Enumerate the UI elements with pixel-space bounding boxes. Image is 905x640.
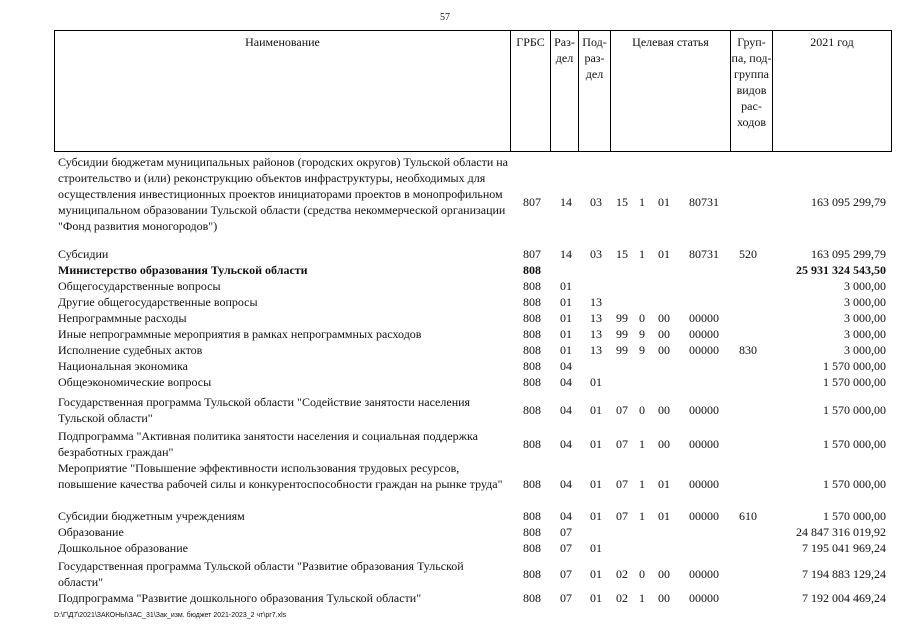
header-name: Наименование (55, 31, 511, 151)
row-grbs: 808 (523, 477, 541, 491)
row-target-direction: 80731 (689, 247, 719, 261)
row-razdel: 04 (560, 509, 572, 523)
row-target-event: 00 (658, 403, 670, 417)
row-target-direction: 00000 (689, 509, 719, 523)
row-target-direction: 80731 (689, 195, 719, 209)
row-name: Национальная экономика (58, 359, 188, 373)
row-razdel: 07 (560, 525, 572, 539)
row-name: Исполнение судебных актов (58, 343, 203, 357)
row-podrazdel: 01 (590, 541, 602, 555)
row-grbs: 808 (523, 263, 541, 277)
row-grbs: 808 (523, 295, 541, 309)
row-name: Государственная программа Тульской области "Развитие образования Тульской области" (58, 559, 464, 589)
row-name: Субсидии бюджетным учреждениям (58, 509, 245, 523)
row-grbs: 808 (523, 567, 541, 581)
row-name: Субсидии бюджетам муниципальных районов (городских округов) Тульской области на строительство и (или) реконструкцию объектов инфраструктуры, необходимых для осуществления инвестиционных проектов инициаторами проектов в монопрофильном муниципальном образовании Тульской области (средства некоммерческой организации "Фонд развития моногородов") (58, 155, 509, 233)
row-target-direction: 00000 (689, 327, 719, 341)
row-target-program: 07 (616, 437, 628, 451)
table-row (54, 428, 892, 460)
row-amount-2021: 3 000,00 (844, 343, 886, 357)
row-target-event: 00 (658, 327, 670, 341)
row-name: Министерство образования Тульской области (58, 263, 308, 277)
row-razdel: 14 (560, 247, 572, 261)
header-grbs: ГРБС (511, 31, 551, 151)
row-target-subprogram: 1 (639, 509, 645, 523)
row-amount-2021: 1 570 000,00 (823, 403, 886, 417)
header-expense-group: Груп- па, под- группа видов рас- ходов (731, 31, 773, 151)
row-target-event: 01 (658, 509, 670, 523)
table-row (54, 246, 892, 262)
row-expense-group: 520 (739, 247, 757, 261)
row-grbs: 808 (523, 375, 541, 389)
row-name: Мероприятие "Повышение эффективности использования трудовых ресурсов, повышение качества рабочей силы и конкурентоспособности граждан на рынке труда" (58, 461, 503, 491)
row-grbs: 808 (523, 359, 541, 373)
row-razdel: 01 (560, 327, 572, 341)
row-razdel: 01 (560, 311, 572, 325)
row-target-program: 15 (616, 247, 628, 261)
row-podrazdel: 01 (590, 509, 602, 523)
row-name: Общеэкономические вопросы (58, 375, 212, 389)
row-target-event: 00 (658, 567, 670, 581)
row-target-event: 01 (658, 247, 670, 261)
table-row (54, 590, 892, 606)
row-podrazdel: 13 (590, 327, 602, 341)
row-amount-2021: 3 000,00 (844, 311, 886, 325)
row-target-program: 99 (616, 311, 628, 325)
row-razdel: 07 (560, 567, 572, 581)
row-grbs: 808 (523, 311, 541, 325)
row-target-direction: 00000 (689, 477, 719, 491)
row-target-event: 01 (658, 195, 670, 209)
row-razdel: 04 (560, 403, 572, 417)
row-razdel: 07 (560, 541, 572, 555)
row-amount-2021: 3 000,00 (844, 295, 886, 309)
row-target-subprogram: 9 (639, 327, 645, 341)
header-target-article: Целевая статья (611, 31, 731, 151)
header-year-2021: 2021 год (810, 35, 854, 49)
row-grbs: 808 (523, 279, 541, 293)
row-target-program: 99 (616, 327, 628, 341)
row-target-direction: 00000 (689, 343, 719, 357)
row-podrazdel: 01 (590, 477, 602, 491)
row-target-program: 07 (616, 403, 628, 417)
row-target-subprogram: 0 (639, 311, 645, 325)
row-amount-2021: 3 000,00 (844, 327, 886, 341)
row-amount-2021: 7 195 041 969,24 (802, 541, 886, 555)
row-grbs: 807 (523, 195, 541, 209)
row-podrazdel: 01 (590, 437, 602, 451)
row-podrazdel: 13 (590, 311, 602, 325)
row-name: Подпрограмма "Активная политика занятости населения и социальная поддержка безработных граждан" (58, 429, 478, 459)
row-target-event: 00 (658, 311, 670, 325)
row-amount-2021: 7 192 004 469,24 (802, 591, 886, 605)
row-target-event: 00 (658, 343, 670, 357)
table-row (54, 342, 892, 358)
header-razdel: Раз- дел (551, 31, 579, 151)
row-podrazdel: 01 (590, 567, 602, 581)
row-grbs: 808 (523, 343, 541, 357)
row-grbs: 808 (523, 509, 541, 523)
row-podrazdel: 01 (590, 403, 602, 417)
row-target-subprogram: 0 (639, 567, 645, 581)
row-razdel: 04 (560, 359, 572, 373)
row-podrazdel: 01 (590, 591, 602, 605)
row-grbs: 808 (523, 437, 541, 451)
table-row (54, 540, 892, 556)
row-target-program: 99 (616, 343, 628, 357)
table-row (54, 524, 892, 540)
row-target-subprogram: 1 (639, 437, 645, 451)
row-amount-2021: 1 570 000,00 (823, 359, 886, 373)
row-razdel: 07 (560, 591, 572, 605)
row-target-event: 00 (658, 437, 670, 451)
row-razdel: 01 (560, 279, 572, 293)
row-grbs: 808 (523, 541, 541, 555)
row-name: Иные непрограммные мероприятия в рамках непрограммных расходов (58, 327, 422, 341)
row-name: Образование (58, 525, 124, 539)
row-name: Другие общегосударственные вопросы (58, 295, 258, 309)
row-amount-2021: 25 931 324 543,50 (796, 263, 886, 277)
row-razdel: 14 (560, 195, 572, 209)
row-target-subprogram: 1 (639, 591, 645, 605)
row-name: Подпрограмма "Развитие дошкольного образования Тульской области" (58, 591, 422, 605)
row-name: Общегосударственные вопросы (58, 279, 221, 293)
row-podrazdel: 13 (590, 295, 602, 309)
table-row (54, 262, 892, 278)
row-amount-2021: 1 570 000,00 (823, 437, 886, 451)
row-target-subprogram: 9 (639, 343, 645, 357)
row-razdel: 01 (560, 295, 572, 309)
row-amount-2021: 1 570 000,00 (823, 477, 886, 491)
row-name: Государственная программа Тульской области "Содействие занятости населения Тульской области" (58, 395, 471, 425)
row-razdel: 01 (560, 343, 572, 357)
file-path-footer: D:\Г\Д7\2021\ЗАКОНЫ\ЗАС_31\Зак_изм. бюджет 2021-2023_2 чт\рг7.xls (54, 612, 287, 619)
row-name: Субсидии (58, 247, 109, 261)
row-target-subprogram: 1 (639, 477, 645, 491)
header-podrazdel: Под- раз- дел (579, 31, 611, 151)
row-target-direction: 00000 (689, 437, 719, 451)
row-amount-2021: 1 570 000,00 (823, 375, 886, 389)
row-target-program: 15 (616, 195, 628, 209)
row-target-event: 00 (658, 591, 670, 605)
row-target-direction: 00000 (689, 403, 719, 417)
row-expense-group: 610 (739, 509, 757, 523)
table-row (54, 294, 892, 310)
row-grbs: 808 (523, 403, 541, 417)
row-target-program: 07 (616, 477, 628, 491)
table-row (54, 374, 892, 390)
row-grbs: 808 (523, 327, 541, 341)
row-amount-2021: 24 847 316 019,92 (796, 525, 886, 539)
row-podrazdel: 13 (590, 343, 602, 357)
row-podrazdel: 01 (590, 375, 602, 389)
row-target-program: 02 (616, 591, 628, 605)
row-amount-2021: 163 095 299,79 (811, 195, 886, 209)
row-target-subprogram: 1 (639, 247, 645, 261)
row-target-event: 01 (658, 477, 670, 491)
table-row (54, 154, 892, 234)
row-razdel: 04 (560, 437, 572, 451)
row-grbs: 808 (523, 525, 541, 539)
table-row (54, 558, 892, 590)
row-name: Непрограммные расходы (58, 311, 187, 325)
row-grbs: 807 (523, 247, 541, 261)
row-expense-group: 830 (739, 343, 757, 357)
table-row (54, 358, 892, 374)
row-target-program: 07 (616, 509, 628, 523)
row-target-direction: 00000 (689, 591, 719, 605)
table-header (54, 30, 892, 152)
row-amount-2021: 7 194 883 129,24 (802, 567, 886, 581)
row-target-subprogram: 1 (639, 195, 645, 209)
row-razdel: 04 (560, 477, 572, 491)
row-grbs: 808 (523, 591, 541, 605)
page-number: 57 (440, 12, 450, 23)
row-target-direction: 00000 (689, 311, 719, 325)
row-target-subprogram: 0 (639, 403, 645, 417)
row-target-direction: 00000 (689, 567, 719, 581)
row-name: Дошкольное образование (58, 541, 188, 555)
row-amount-2021: 1 570 000,00 (823, 509, 886, 523)
table-row (54, 310, 892, 326)
table-row (54, 394, 892, 426)
row-target-program: 02 (616, 567, 628, 581)
table-row (54, 460, 892, 508)
row-amount-2021: 3 000,00 (844, 279, 886, 293)
row-razdel: 04 (560, 375, 572, 389)
row-amount-2021: 163 095 299,79 (811, 247, 886, 261)
table-row (54, 278, 892, 294)
row-podrazdel: 03 (590, 247, 602, 261)
table-row (54, 508, 892, 524)
table-row (54, 326, 892, 342)
row-podrazdel: 03 (590, 195, 602, 209)
